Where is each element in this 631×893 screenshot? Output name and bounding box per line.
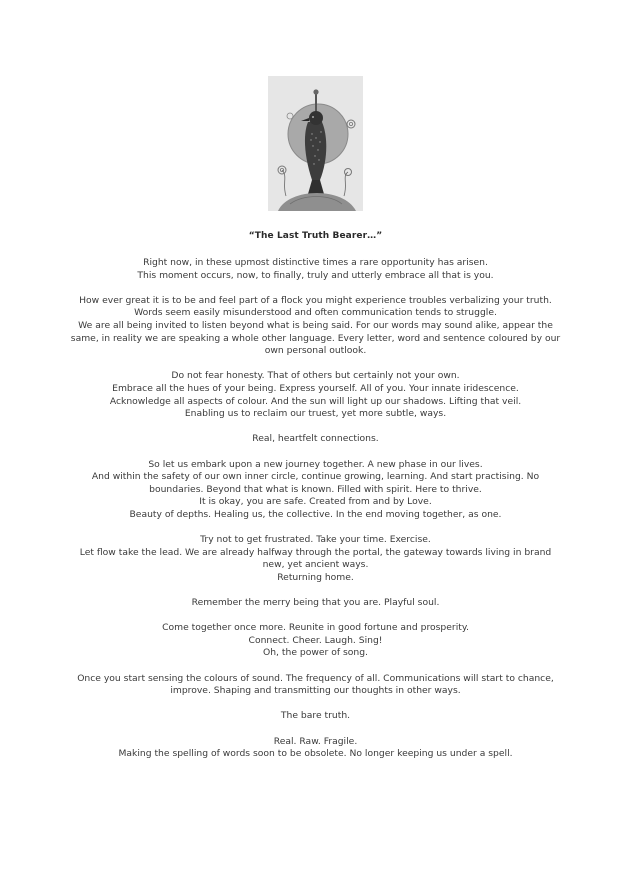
paragraph — [70, 673, 561, 698]
paragraph — [70, 597, 561, 610]
text-line: Try not to get frustrated. Take your time. Exercise. — [200, 534, 431, 546]
crow-illustration — [268, 76, 363, 211]
text-line: Do not fear honesty. That of others but certainly not your own. — [171, 370, 460, 382]
text-line: Oh, the power of song. — [263, 647, 368, 659]
text-line: Beauty of depths. Healing us, the collective. In the end moving together, as one. — [129, 508, 502, 520]
text-line: The bare truth. — [280, 710, 351, 722]
text-line: Remember the merry being that you are. Playful soul. — [191, 597, 440, 609]
text-line: Once you start sensing the colours of sound. The frequency of all. Communications will start to chance, improve. Shaping and transmitting our thoughts in other ways. — [77, 672, 554, 697]
text-line: Words seem easily misunderstood and often communication tends to struggle. — [134, 307, 497, 319]
text-line: Enabling us to reclaim our truest, yet more subtle, ways. — [184, 408, 447, 420]
text-line: Returning home. — [277, 571, 354, 583]
paragraph — [70, 370, 561, 420]
text-line: Come together once more. Reunite in good fortune and prosperity. — [162, 622, 469, 634]
text-line: And within the safety of our own inner circle, continue growing, learning. And start practising. No boundaries. Beyond that what is known. Filled with spirit. Here to thrive. — [91, 471, 540, 495]
text-line: Real. Raw. Fragile. — [273, 735, 358, 747]
text-line: This moment occurs, now, to finally, truly and utterly embrace all that is you. — [137, 269, 494, 281]
text-line: Real, heartfelt connections. — [252, 433, 379, 445]
paragraph — [70, 433, 561, 446]
paragraph — [70, 295, 561, 358]
text-line: Right now, in these upmost distinctive times a rare opportunity has arisen. — [143, 257, 488, 268]
text-line: Let flow take the lead. We are already halfway through the portal, the gateway towards living in brand new, yet ancient ways. — [79, 546, 552, 571]
text-line: Connect. Cheer. Laugh. Sing! — [248, 634, 383, 646]
paragraph — [70, 710, 561, 723]
document-body — [70, 257, 561, 773]
text-line: How ever great it is to be and feel part of a flock you might experience troubles verbalizing your truth. — [79, 294, 552, 306]
paragraph — [70, 736, 561, 761]
paragraph — [70, 622, 561, 660]
paragraph — [70, 534, 561, 584]
text-line: We are all being invited to listen beyond what is being said. For our words may sound alike, appear the same, in reality we are speaking a whole other language. Every letter, word and sentence coloured by our own personal outlook. — [70, 319, 561, 357]
paragraph — [70, 257, 561, 282]
text-line: It is okay, you are safe. Created from and by Love. — [199, 496, 432, 508]
paragraph — [70, 459, 561, 522]
document-title: “The Last Truth Bearer…” — [248, 231, 383, 241]
text-line: Making the spelling of words soon to be obsolete. No longer keeping us under a spell. — [118, 748, 513, 760]
crow-drawing-icon — [268, 76, 363, 211]
text-line: So let us embark upon a new journey together. A new phase in our lives. — [148, 458, 483, 470]
text-line: Acknowledge all aspects of colour. And the sun will light up our shadows. Lifting that veil. — [109, 395, 522, 407]
text-line: Embrace all the hues of your being. Express yourself. All of you. Your innate iridescence. — [112, 382, 519, 394]
